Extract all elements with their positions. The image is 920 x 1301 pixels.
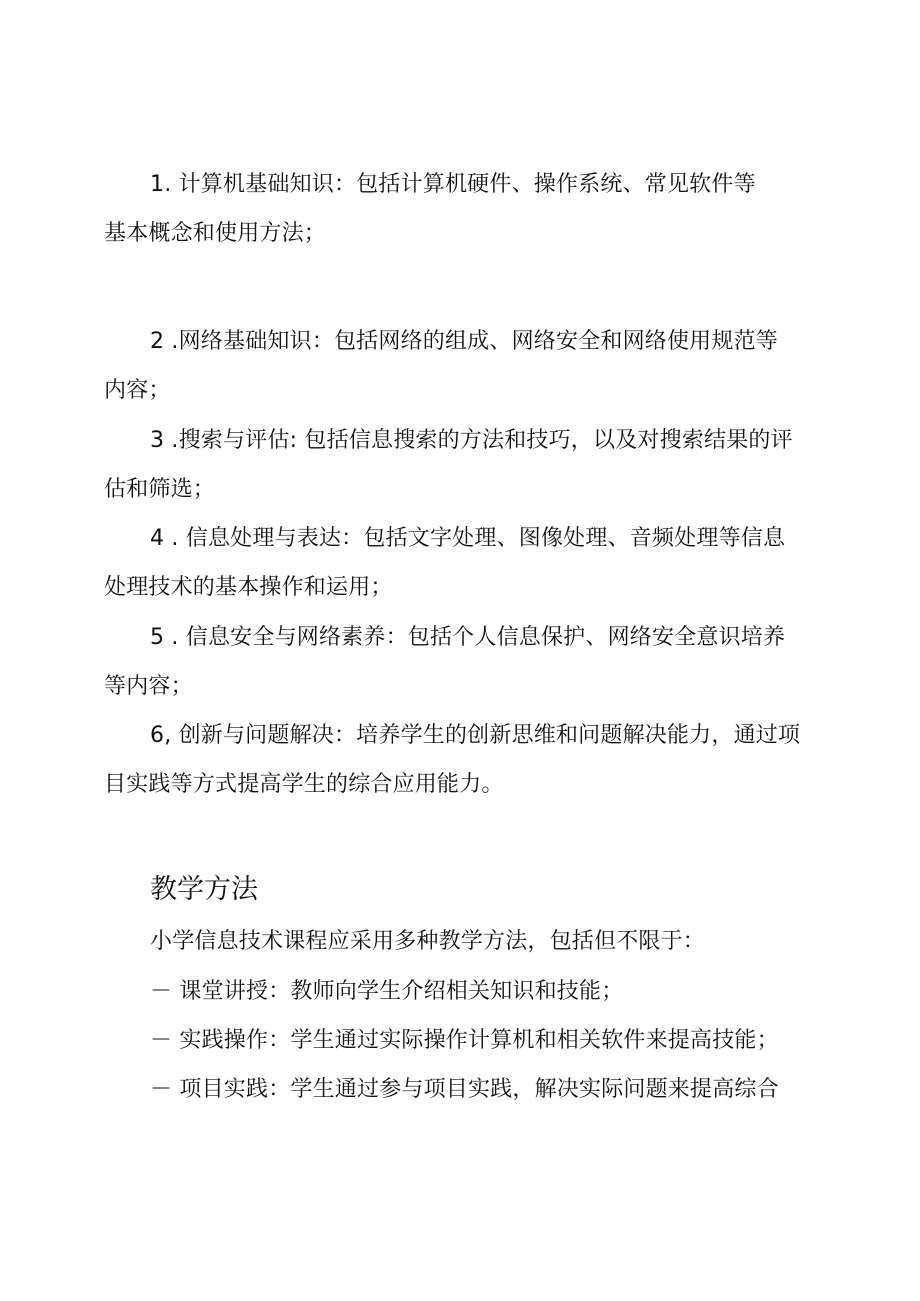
list-item-1-line-2: 基本概念和使用方法； <box>104 221 327 246</box>
list-item-2-line-2: 内容； <box>104 378 171 403</box>
section-heading: 教学方法 <box>150 874 258 905</box>
list-item-1-line-1: 1. 计算机基础知识：包括计算机硬件、操作系统、常见软件等 <box>150 172 756 197</box>
list-item-6-line-1: 6, 创新与问题解决：培养学生的创新思维和问题解决能力，通过项 <box>150 723 801 748</box>
list-item-2-line-1: 2 .网络基础知识：包括网络的组成、网络安全和网络使用规范等 <box>150 329 778 354</box>
section-intro: 小学信息技术课程应采用多种教学方法，包括但不限于： <box>150 929 706 954</box>
list-item-4-line-2: 处理技术的基本操作和运用； <box>104 575 393 600</box>
bullet-item-1: － 课堂讲授：教师向学生介绍相关知识和技能； <box>150 979 624 1004</box>
list-item-6-line-2: 目实践等方式提高学生的综合应用能力。 <box>104 772 504 797</box>
list-item-3-line-2: 估和筛选； <box>104 477 216 502</box>
list-item-4-line-1: 4 . 信息处理与表达：包括文字处理、图像处理、音频处理等信息 <box>150 526 786 551</box>
bullet-item-3: － 项目实践：学生通过参与项目实践，解决实际问题来提高综合 <box>150 1077 779 1102</box>
list-item-3-line-1: 3 .搜索与评估: 包括信息搜索的方法和技巧，以及对搜索结果的评 <box>150 428 793 453</box>
bullet-item-2: － 实践操作：学生通过实际操作计算机和相关软件来提高技能； <box>150 1028 779 1053</box>
list-item-5-line-2: 等内容； <box>104 674 193 699</box>
list-item-5-line-1: 5 . 信息安全与网络素养：包括个人信息保护、网络安全意识培养 <box>150 625 786 650</box>
